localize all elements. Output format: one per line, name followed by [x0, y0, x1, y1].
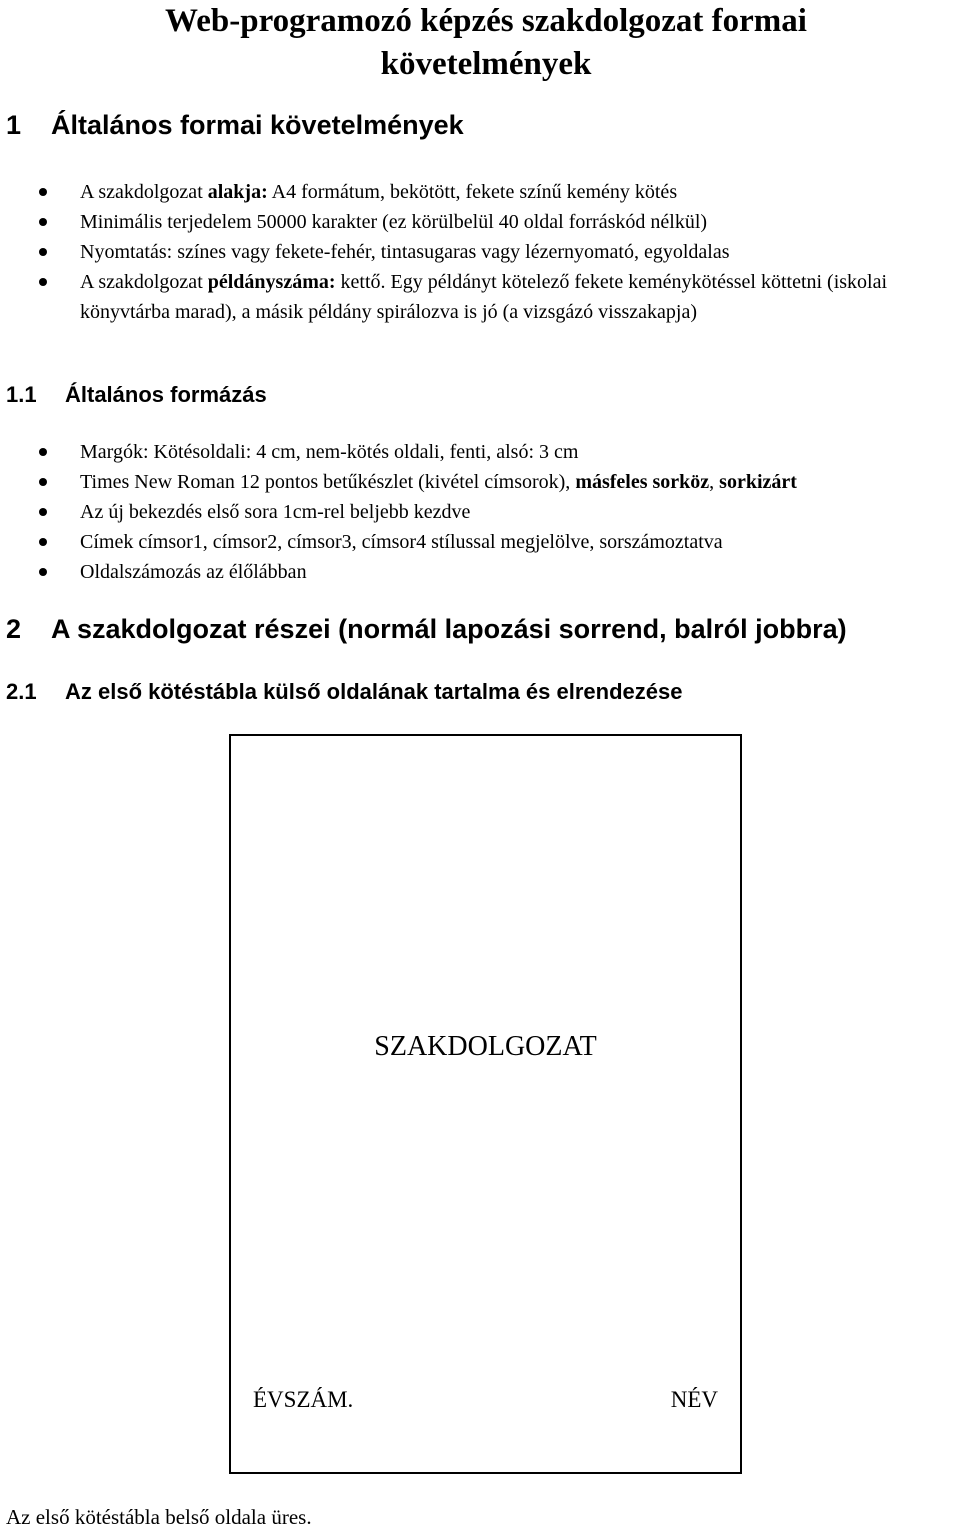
list-item: A szakdolgozat alakja: A4 formátum, bekötött, fekete színű kemény kötés [0, 177, 955, 207]
cover-title: SZAKDOLGOZAT [374, 1031, 597, 1062]
section-title: A szakdolgozat részei (normál lapozási sorrend, balról jobbra) [51, 614, 847, 644]
list-item: Oldalszámozás az élőlábban [0, 557, 960, 587]
section-number: 1 [6, 110, 22, 140]
list-item: A szakdolgozat példányszáma: kettő. Egy példányt kötelező fekete keménykötéssel köttetni (iskolai könyvtárba marad), a másik példány spirálozva is jó (a vizsgázó visszakapja) [0, 267, 955, 327]
document-title-line1: Web-programozó képzés szakdolgozat formai [165, 3, 807, 39]
section-title: Általános formázás [65, 382, 267, 407]
footer-note: Az első kötéstábla belső oldala üres. [6, 1505, 312, 1529]
cover-page-mockup [229, 734, 742, 1474]
list-item: Margók: Kötésoldali: 4 cm, nem-kötés oldali, fenti, alsó: 3 cm [0, 437, 960, 467]
formatting-list [0, 437, 960, 587]
section-2-1-heading [6, 679, 682, 705]
list-item: Címek címsor1, címsor2, címsor3, címsor4 stílussal megjelölve, sorszámoztatva [0, 527, 960, 557]
section-number: 2.1 [6, 679, 37, 704]
list-item: Times New Roman 12 pontos betűkészlet (kivétel címsorok), másfeles sorköz, sorkizárt [0, 467, 960, 497]
section-title: Az első kötéstábla külső oldalának tartalma és elrendezése [65, 679, 683, 704]
section-number: 1.1 [6, 382, 37, 407]
list-item: Minimális terjedelem 50000 karakter (ez körülbelül 40 oldal forráskód nélkül) [0, 207, 955, 237]
formal-requirements-list [0, 177, 955, 327]
section-number: 2 [6, 614, 22, 644]
section-1-1-heading [6, 382, 267, 408]
list-item: Az új bekezdés első sora 1cm-rel beljebb kezdve [0, 497, 960, 527]
document-title [0, 0, 960, 86]
document-title-line2: követelmények [380, 46, 592, 82]
cover-name-label: NÉV [670, 1387, 718, 1412]
list-item: Nyomtatás: színes vagy fekete-fehér, tintasugaras vagy lézernyomató, egyoldalas [0, 237, 955, 267]
section-title: Általános formai követelmények [51, 110, 464, 140]
section-2-heading [6, 614, 847, 645]
section-1-heading [6, 110, 464, 141]
cover-year-label: ÉVSZÁM. [253, 1387, 354, 1412]
